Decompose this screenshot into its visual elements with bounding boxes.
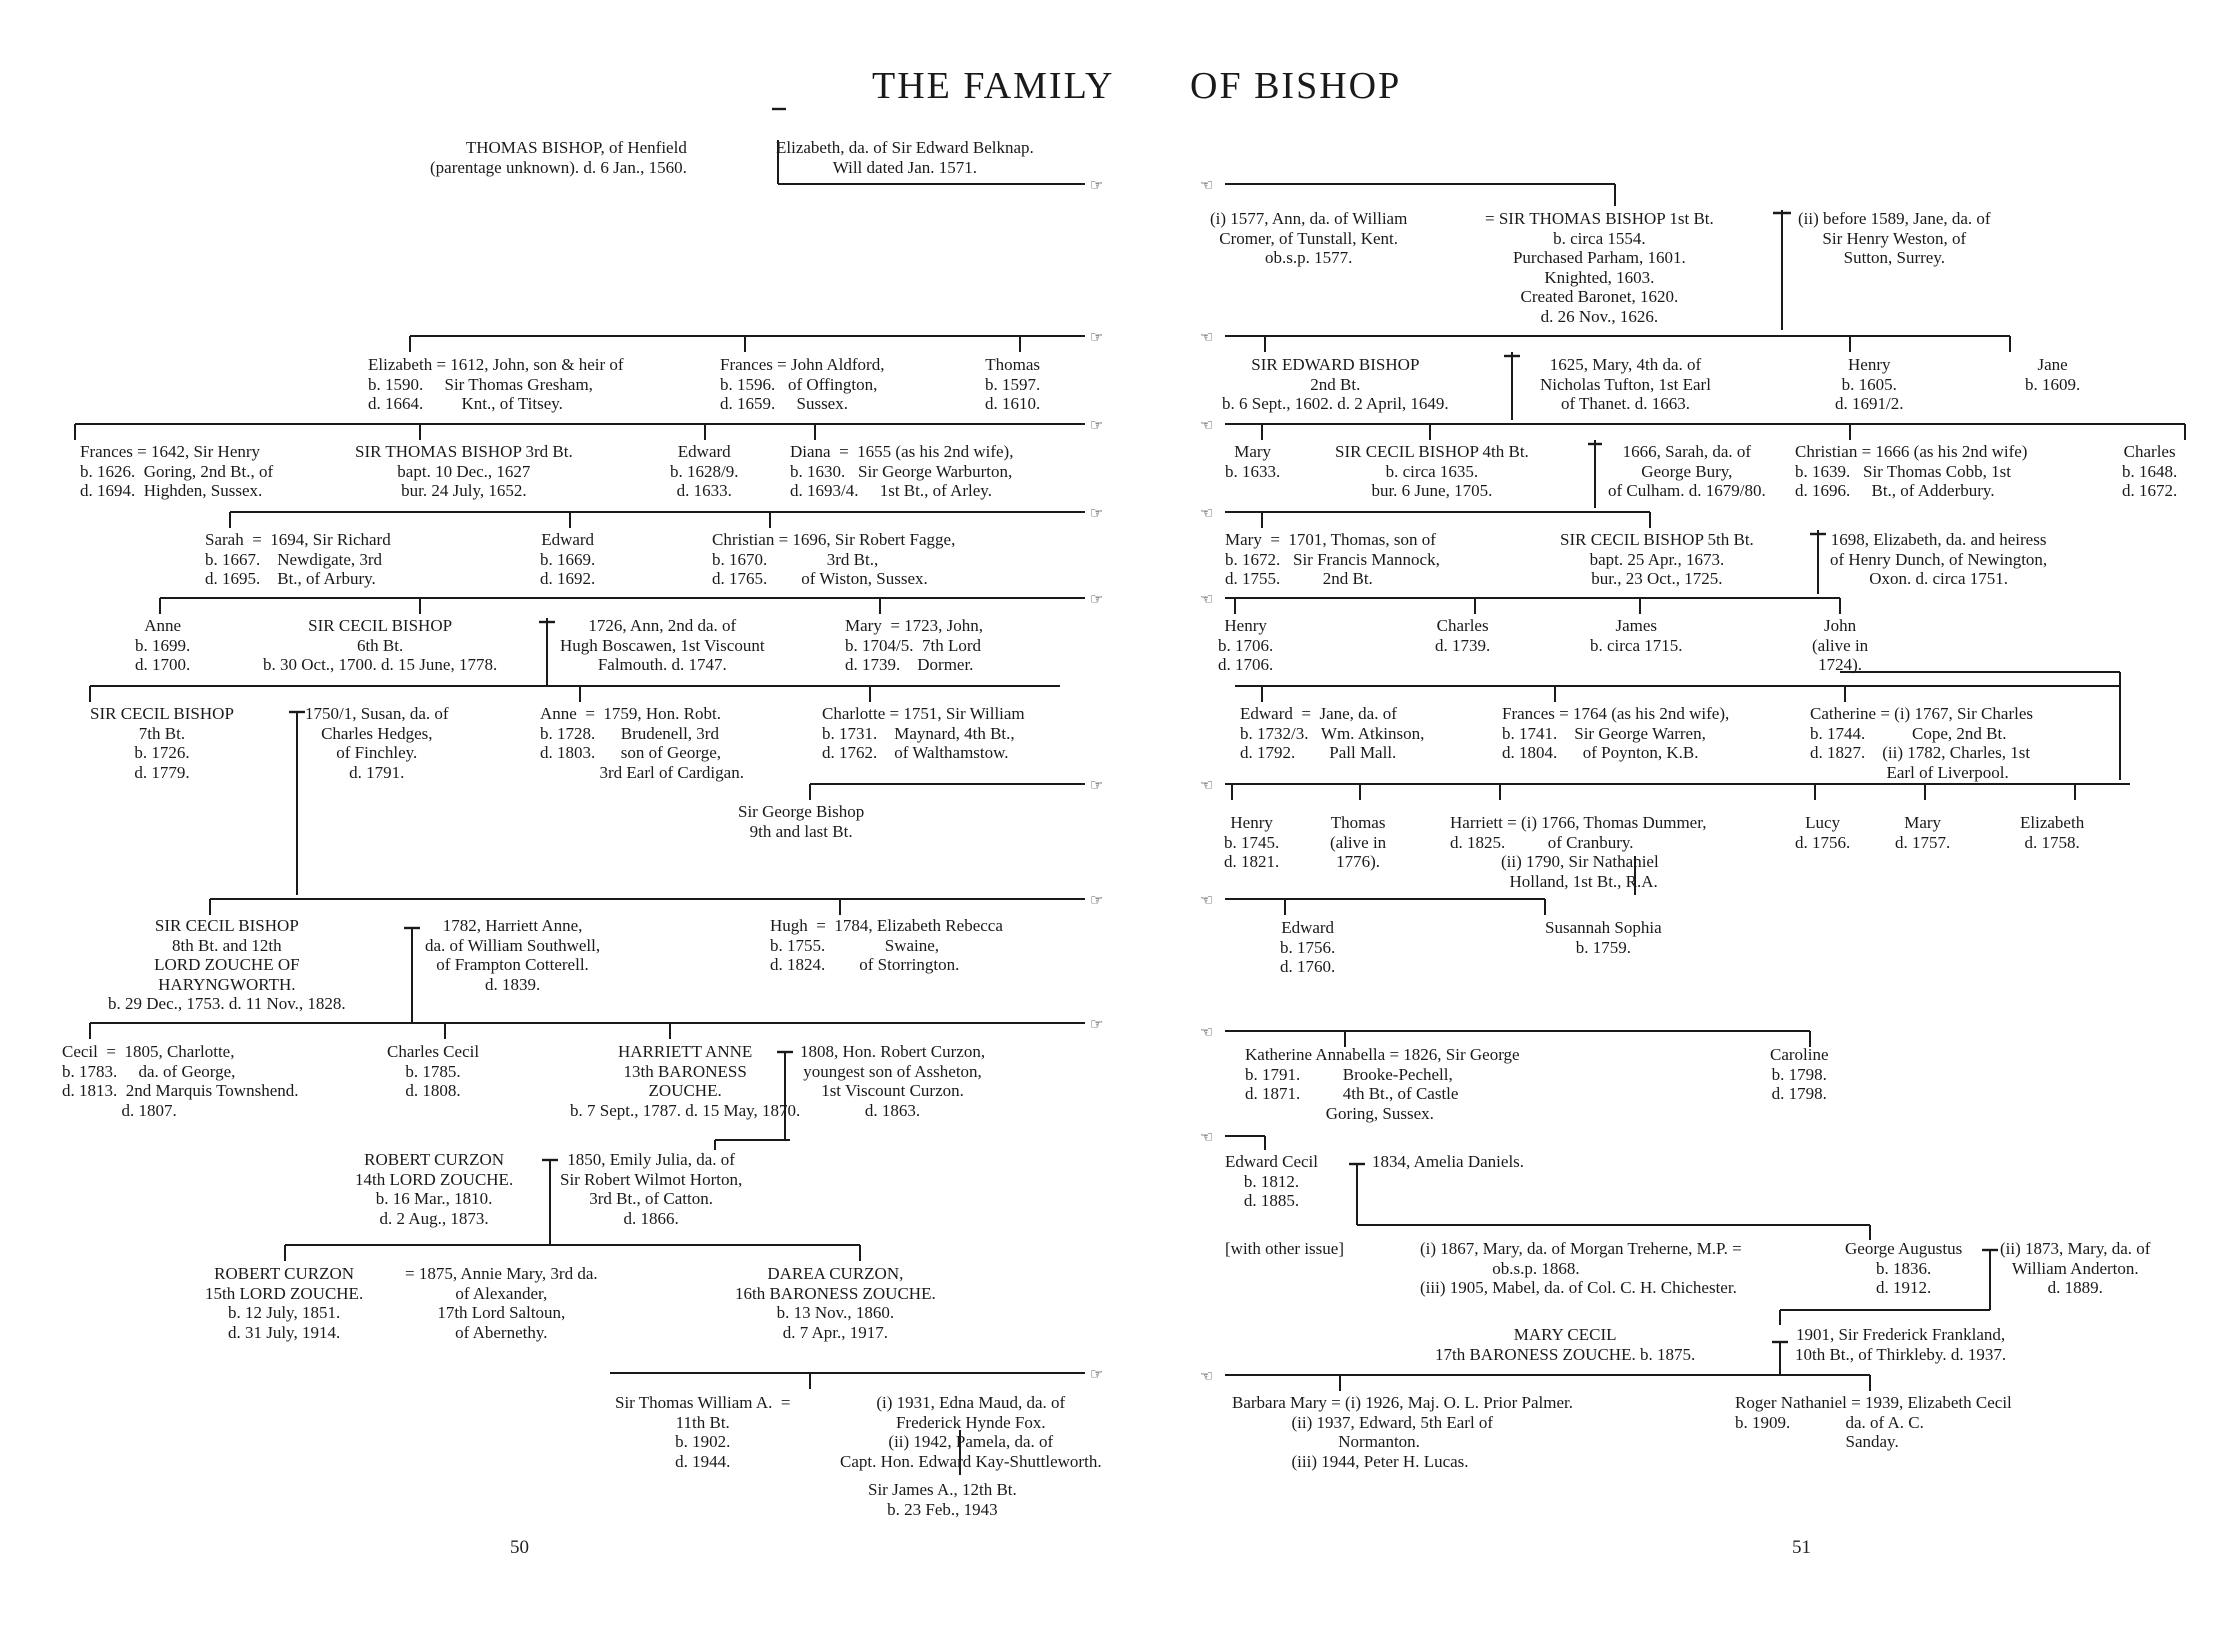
page-number-right: 51 [1792,1537,1811,1558]
person-caroline-1798: Caroline b. 1798. d. 1798. [1770,1045,1829,1103]
person-edward-1756: Edward b. 1756. d. 1760. [1280,918,1336,976]
person-thomas-1597: Thomas b. 1597. d. 1610. [985,355,1041,413]
person-james-1715: James b. circa 1715. [1590,616,1683,655]
spouse-emily-horton: 1850, Emily Julia, da. of Sir Robert Wilmot Horton, 3rd Bt., of Catton. d. 1866. [560,1150,743,1228]
person-cecil-1783: Cecil = 1805, Charlotte, b. 1783. da. of George, d. 1813. 2nd Marquis Townshend. d. 1807. [62,1042,299,1120]
page-number-left: 50 [510,1537,529,1558]
pointer-right-icon: ☞ [1090,176,1104,194]
person-edward-1669: Edward b. 1669. d. 1692. [540,530,596,588]
pointer-left-icon: ☜ [1200,176,1214,194]
person-catherine-1744: Catherine = (i) 1767, Sir Charles b. 1744. Cope, 2nd Bt. d. 1827. (ii) 1782, Charles, 1st Earl of Liverpool. [1810,704,2033,782]
person-sir-thomas-william-11th-bt: Sir Thomas William A. = 11th Bt. b. 1902. d. 1944. [615,1393,791,1471]
title-right: OF BISHOP [1190,65,1402,107]
person-anne-1699: Anne b. 1699. d. 1700. [135,616,191,674]
spouses-sir-thomas-william: (i) 1931, Edna Maud, da. of Frederick Hynde Fox. (ii) 1942, Pamela, da. of Capt. Hon. Edward Kay-Shuttleworth. [840,1393,1102,1471]
person-roger-nathaniel: Roger Nathaniel = 1939, Elizabeth Cecil b. 1909. da. of A. C. Sanday. [1735,1393,2012,1451]
spouse-mary-anderton: (ii) 1873, Mary, da. of William Anderton. d. 1889. [2000,1239,2151,1297]
spouse-mary-tufton: 1625, Mary, 4th da. of Nicholas Tufton, 1st Earl of Thanet. d. 1663. [1540,355,1711,413]
person-frances-1626: Frances = 1642, Sir Henry b. 1626. Goring, 2nd Bt., of d. 1694. Highden, Sussex. [80,442,274,500]
person-elizabeth-1758: Elizabeth d. 1758. [2020,813,2085,852]
title-left: THE FAMILY [872,65,1115,107]
person-charles-1648: Charles b. 1648. d. 1672. [2122,442,2178,500]
spouse-sarah-bury: 1666, Sarah, da. of George Bury, of Culham. d. 1679/80. [1608,442,1766,500]
pointer-left-icon: ☜ [1200,590,1214,608]
person-mary-1704: Mary = 1723, John, b. 1704/5. 7th Lord d. 1739. Dormer. [845,616,984,674]
person-charles-cecil: Charles Cecil b. 1785. d. 1808. [387,1042,480,1100]
pointer-right-icon: ☞ [1090,891,1104,909]
spouse-annie-mary: = 1875, Annie Mary, 3rd da. of Alexander, 17th Lord Saltoun, of Abernethy. [405,1264,598,1342]
person-hugh-1755: Hugh = 1784, Elizabeth Rebecca b. 1755. Swaine, d. 1824. of Storrington. [770,916,1003,974]
person-frances-1596: Frances = John Aldford, b. 1596. of Offington, d. 1659. Sussex. [720,355,885,413]
note-with-other-issue: [with other issue] [1225,1239,1344,1258]
person-barbara-mary: Barbara Mary = (i) 1926, Maj. O. L. Prior Palmer. (ii) 1937, Edward, 5th Earl of Normanton. (iii) 1944, Peter H. Lucas. [1232,1393,1574,1471]
person-anne-1728: Anne = 1759, Hon. Robt. b. 1728. Brudenell, 3rd d. 1803. son of George, 3rd Earl of Cardigan. [540,704,744,782]
person-charles-1739: Charles d. 1739. [1435,616,1491,655]
person-george-augustus: George Augustus b. 1836. d. 1912. [1845,1239,1963,1297]
person-robert-curzon-15th-lord-zouche: ROBERT CURZON 15th LORD ZOUCHE. b. 12 July, 1851. d. 31 July, 1914. [205,1264,364,1342]
spouse-elizabeth-belknap: Elizabeth, da. of Sir Edward Belknap. Will dated Jan. 1571. [776,138,1034,177]
person-frances-1741: Frances = 1764 (as his 2nd wife), b. 1741. Sir George Warren, d. 1804. of Poynton, K.B. [1502,704,1730,762]
person-harriett-1825: Harriett = (i) 1766, Thomas Dummer, d. 1825. of Cranbury. (ii) 1790, Sir Nathaniel Holland, 1st Bt., R.A. [1450,813,1707,891]
person-susannah-sophia: Susannah Sophia b. 1759. [1545,918,1662,957]
spouse-jane-weston: (ii) before 1589, Jane, da. of Sir Henry Weston, of Sutton, Surrey. [1798,209,1991,267]
person-lucy-1756: Lucy d. 1756. [1795,813,1851,852]
person-sir-thomas-bishop-1st-bt: = SIR THOMAS BISHOP 1st Bt. b. circa 1554. Purchased Parham, 1601. Knighted, 1603. Created Baronet, 1620. d. 26 Nov., 1626. [1485,209,1714,326]
pointer-right-icon: ☞ [1090,776,1104,794]
person-mary-1757: Mary d. 1757. [1895,813,1951,852]
person-mary-1633: Mary b. 1633. [1225,442,1281,481]
person-robert-curzon-14th-lord-zouche: ROBERT CURZON 14th LORD ZOUCHE. b. 16 Mar., 1810. d. 2 Aug., 1873. [355,1150,514,1228]
spouse-harriett-southwell: 1782, Harriett Anne, da. of William Southwell, of Frampton Cotterell. d. 1839. [425,916,601,994]
spouse-frederick-frankland: 1901, Sir Frederick Frankland, 10th Bt., of Thirkleby. d. 1937. [1795,1325,2007,1364]
person-diana-1630: Diana = 1655 (as his 2nd wife), b. 1630. Sir George Warburton, d. 1693/4. 1st Bt., of Arley. [790,442,1014,500]
spouse-ann-boscawen: 1726, Ann, 2nd da. of Hugh Boscawen, 1st Viscount Falmouth. d. 1747. [560,616,765,674]
person-harriett-anne-13th-baroness: HARRIETT ANNE 13th BARONESS ZOUCHE. b. 7 Sept., 1787. d. 15 May, 1870. [570,1042,801,1120]
person-mary-1672: Mary = 1701, Thomas, son of b. 1672. Sir Francis Mannock, d. 1755. 2nd Bt. [1225,530,1440,588]
spouse-amelia-daniels: 1834, Amelia Daniels. [1372,1152,1525,1171]
person-sir-james-12th-bt: Sir James A., 12th Bt. b. 23 Feb., 1943 [868,1480,1017,1519]
person-john-1724: John (alive in 1724). [1812,616,1869,674]
person-sir-edward-bishop-2nd-bt: SIR EDWARD BISHOP 2nd Bt. b. 6 Sept., 1602. d. 2 April, 1649. [1222,355,1449,413]
person-henry-1605: Henry b. 1605. d. 1691/2. [1835,355,1904,413]
person-sir-cecil-bishop-8th-bt: SIR CECIL BISHOP 8th Bt. and 12th LORD ZOUCHE OF HARYNGWORTH. b. 29 Dec., 1753. d. 11 Nov., 1828. [108,916,346,1013]
person-thomas-bishop: THOMAS BISHOP, of Henfield (parentage unknown). d. 6 Jan., 1560. [430,138,687,177]
spouses-george-augustus: (i) 1867, Mary, da. of Morgan Treherne, M.P. = ob.s.p. 1868. (iii) 1905, Mabel, da. of Col. C. H. Chichester. [1420,1239,1742,1297]
pointer-left-icon: ☜ [1200,891,1214,909]
person-henry-1745: Henry b. 1745. d. 1821. [1224,813,1280,871]
person-sir-cecil-bishop-5th-bt: SIR CECIL BISHOP 5th Bt. bapt. 25 Apr., 1673. bur., 23 Oct., 1725. [1560,530,1754,588]
pointer-right-icon: ☞ [1090,328,1104,346]
spouse-susan-hedges: 1750/1, Susan, da. of Charles Hedges, of Finchley. d. 1791. [305,704,449,782]
person-sir-cecil-bishop-4th-bt: SIR CECIL BISHOP 4th Bt. b. circa 1635. bur. 6 June, 1705. [1335,442,1529,500]
pointer-left-icon: ☜ [1200,328,1214,346]
pointer-left-icon: ☜ [1200,504,1214,522]
person-charlotte-1731: Charlotte = 1751, Sir William b. 1731. Maynard, 4th Bt., d. 1762. of Walthamstow. [822,704,1025,762]
pointer-left-icon: ☜ [1200,1128,1214,1146]
pointer-right-icon: ☞ [1090,504,1104,522]
pointer-right-icon: ☞ [1090,590,1104,608]
pointer-left-icon: ☜ [1200,1367,1214,1385]
spouse-robert-curzon-sr: 1808, Hon. Robert Curzon, youngest son of Assheton, 1st Viscount Curzon. d. 1863. [800,1042,986,1120]
spouse-ann-cromer: (i) 1577, Ann, da. of William Cromer, of Tunstall, Kent. ob.s.p. 1577. [1210,209,1408,267]
person-christian-1639: Christian = 1666 (as his 2nd wife) b. 1639. Sir Thomas Cobb, 1st d. 1696. Bt., of Adderbury. [1795,442,2028,500]
person-katherine-annabella: Katherine Annabella = 1826, Sir George b. 1791. Brooke-Pechell, d. 1871. 4th Bt., of Castle Goring, Sussex. [1245,1045,1520,1123]
person-christian-1670: Christian = 1696, Sir Robert Fagge, b. 1670. 3rd Bt., d. 1765. of Wiston, Sussex. [712,530,956,588]
person-edward-1628: Edward b. 1628/9. d. 1633. [670,442,739,500]
spouse-elizabeth-dunch: 1698, Elizabeth, da. and heiress of Henry Dunch, of Newington, Oxon. d. circa 1751. [1830,530,2048,588]
person-edward-1732: Edward = Jane, da. of b. 1732/3. Wm. Atkinson, d. 1792. Pall Mall. [1240,704,1425,762]
person-sir-thomas-bishop-3rd-bt: SIR THOMAS BISHOP 3rd Bt. bapt. 10 Dec., 1627 bur. 24 July, 1652. [355,442,573,500]
person-jane-1609: Jane b. 1609. [2025,355,2081,394]
person-mary-cecil-17th-baroness: MARY CECIL 17th BARONESS ZOUCHE. b. 1875. [1435,1325,1696,1364]
person-elizabeth-1590: Elizabeth = 1612, John, son & heir of b. 1590. Sir Thomas Gresham, d. 1664. Knt., of Titsey. [368,355,624,413]
pointer-right-icon: ☞ [1090,416,1104,434]
person-sir-george-bishop-9th-bt: Sir George Bishop 9th and last Bt. [738,802,865,841]
person-thomas-1776: Thomas (alive in 1776). [1330,813,1387,871]
person-sir-cecil-bishop-7th-bt: SIR CECIL BISHOP 7th Bt. b. 1726. d. 1779. [90,704,234,782]
person-henry-1706: Henry b. 1706. d. 1706. [1218,616,1274,674]
pointer-right-icon: ☞ [1090,1015,1104,1033]
person-edward-cecil-1812: Edward Cecil b. 1812. d. 1885. [1225,1152,1318,1210]
pointer-left-icon: ☜ [1200,416,1214,434]
pointer-left-icon: ☜ [1200,776,1214,794]
person-sir-cecil-bishop-6th-bt: SIR CECIL BISHOP 6th Bt. b. 30 Oct., 1700. d. 15 June, 1778. [263,616,498,674]
pointer-left-icon: ☜ [1200,1023,1214,1041]
pointer-right-icon: ☞ [1090,1365,1104,1383]
person-darea-curzon-16th-baroness: DAREA CURZON, 16th BARONESS ZOUCHE. b. 13 Nov., 1860. d. 7 Apr., 1917. [735,1264,936,1342]
person-sarah-1667: Sarah = 1694, Sir Richard b. 1667. Newdigate, 3rd d. 1695. Bt., of Arbury. [205,530,391,588]
